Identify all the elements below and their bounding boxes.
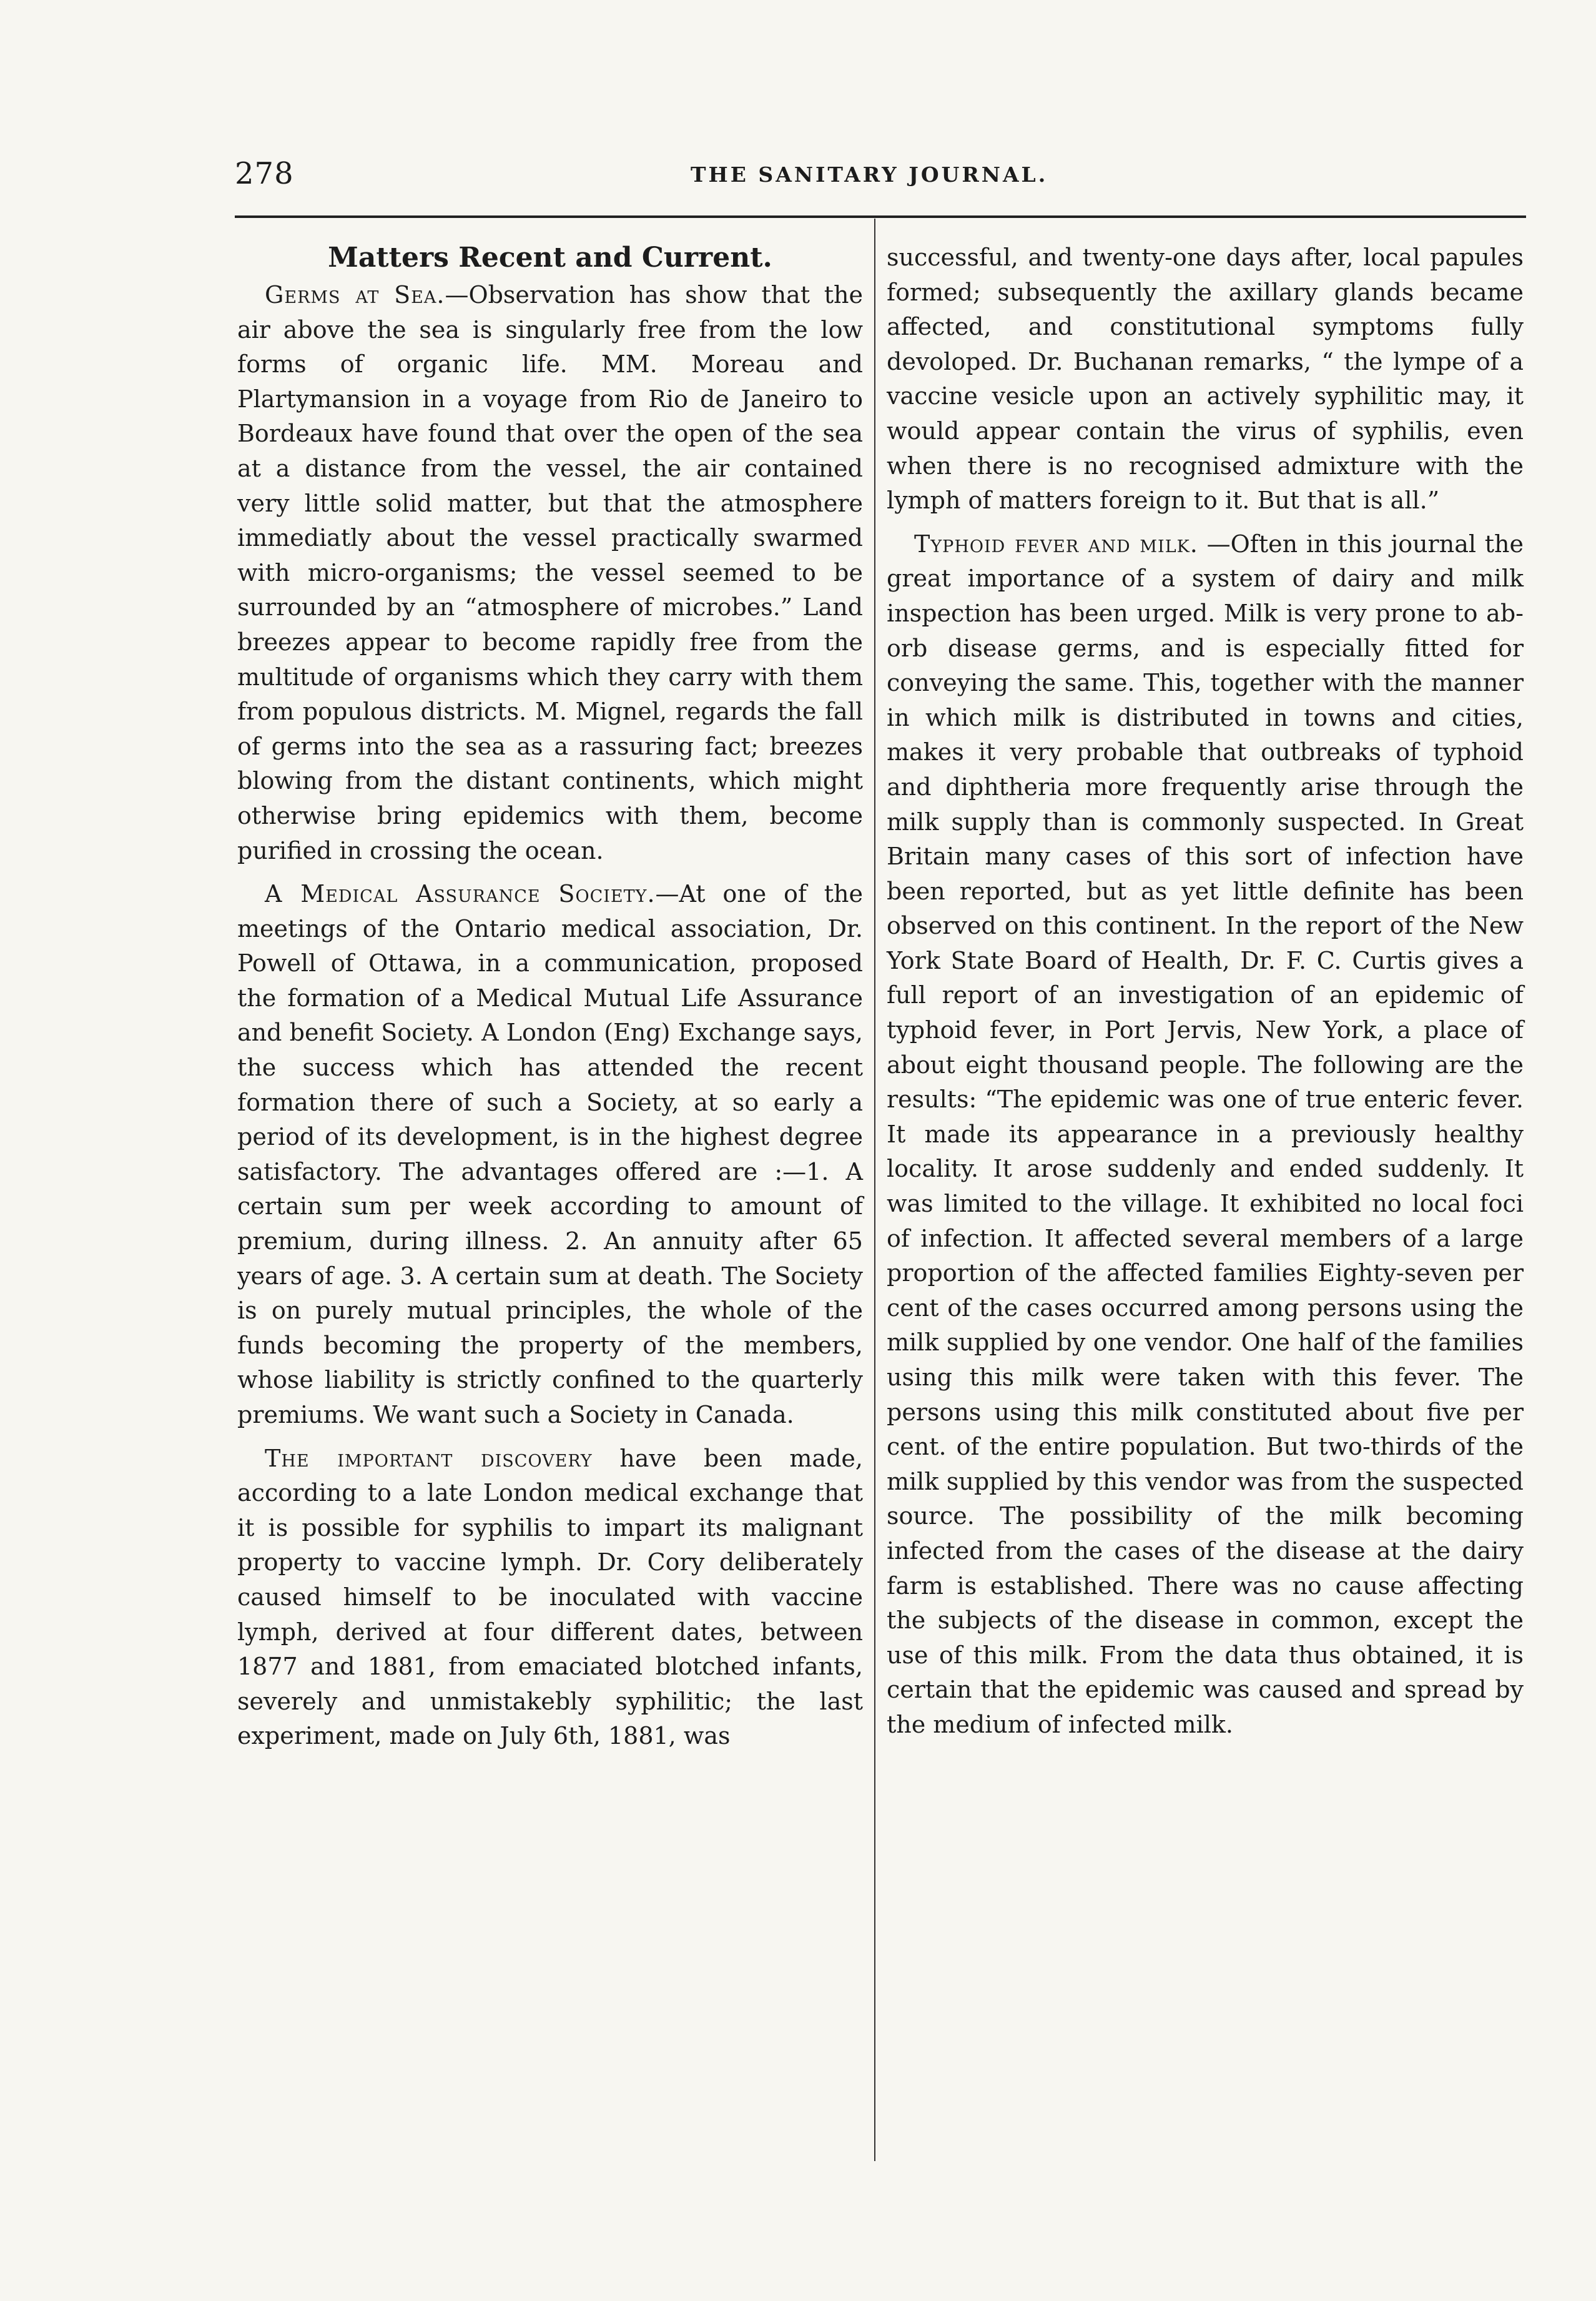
- article-medical-assurance-society: [237, 877, 863, 1433]
- left-column: [237, 240, 863, 1763]
- article-continuation: successful, and twenty-one days after, local papules formed; subsequently the axillary glands became affected, and constitutional symptoms fully devoloped. Dr. Buchanan remarks, “ the lympe of a vaccine vesicle upon an actively syphilitic may, it would appear contain the virus of syphilis, even when there is no recognised admixture with the lymph of matters foreign to it. But that is all.”: [887, 244, 1524, 515]
- column-divider: [874, 219, 875, 2161]
- article-germs-at-sea: [237, 278, 863, 868]
- section-title: Matters Recent and Current.: [328, 242, 772, 274]
- article-typhoid-fever-and-milk: [887, 527, 1524, 1743]
- article-text: —Often in this journal the great importance of a system of dairy and milk inspection has been urged. Milk is very prone to ab-orb disease germs, and is especially fitted for conveying the same. This, together with the manner in which milk is distributed in towns and cities, makes it very probable that outbreaks of typhoid and diphtheria more frequently arise through the milk supply than is commonly suspected. In Great Britain many cases of this sort of infection have been reported, but as yet little definite has been observed on this continent. In the report of the New York State Board of Health, Dr. F. C. Curtis gives a full report of an investigation of an epidemic of typhoid fever, in Port Jervis, New York, a place of about eight thousand people. The following are the results: “The epidemic was one of true enteric fever. It made its appearance in a previously healthy locality. It arose suddenly and ended suddenly. It was limited to the village. It exhibited no local foci of infection. It affected several members of a large proportion of the affected families Eighty-seven per cent of the cases occurred among persons using the milk supplied by one vendor. One half of the families using this milk were taken with this fever. The persons using this milk constituted about five per cent. of the entire population. But two-thirds of the milk supplied by this vendor was from the suspected source. The possibility of the milk becoming infected from the cases of the disease at the dairy farm is established. There was no cause affecting the subjects of the disease in common, except the use of this milk. From the data thus obtained, it is certain that the epidemic was caused and spread by the medium of infected milk.: [887, 530, 1524, 1738]
- article-lead: A Medical Assurance Society.: [265, 880, 656, 908]
- page-header: [235, 156, 1527, 206]
- article-lead: Typhoid fever and milk.: [914, 530, 1198, 558]
- article-lead: Germs at Sea.: [265, 281, 445, 309]
- page-number: 278: [235, 156, 294, 191]
- article-text: —At one of the meetings of the Ontario medical association, Dr. Powell of Ottawa, in a communication, proposed the formation of a Medical Mutual Life Assurance and benefit Society. A London (Eng) Exchange says, the success which has attended the recent formation there of such a Society, at so early a period of its development, is in the highest degree satisfactory. The advantages offered are :—1. A certain sum per week according to amount of premium, during illness. 2. An annuity after 65 years of age. 3. A certain sum at death. The Society is on purely mutual principles, the whole of the funds becoming the property of the members, whose liability is strictly confined to the quarterly premiums. We want such a Society in Canada.: [237, 880, 863, 1428]
- article-text: —Observation has show that the air above the sea is singularly free from the low forms of organic life. MM. Moreau and Plartymansion in a voyage from Rio de Janeiro to Bordeaux have found that over the open of the sea at a distance from the vessel, the air contained very little solid matter, but that the atmosphere immediatly about the vessel practically swarmed with micro-organisms; the vessel seemed to be surrounded by an “atmosphere of microbes.” Land breezes appear to become rapidly free from the multitude of organisms which they carry with them from populous districts. M. Mignel, regards the fall of germs into the sea as a rassuring fact; breezes blowing from the distant continents, which might otherwise bring epidemics with them, become purified in crossing the ocean.: [237, 281, 864, 864]
- header-rule: [235, 215, 1526, 218]
- article-text: have been made, according to a late London medical exchange that it is possible for syphilis to impart its malignant property to vaccine lymph. Dr. Cory deliberately caused himself to be inoculated with vaccine lymph, derived at four different dates, between 1877 and 1881, from emaciated blotched infants, severely and unmistakebly syphilitic; the last experiment, made on July 6th, 1881, was: [237, 1444, 863, 1750]
- running-title: THE SANITARY JOURNAL.: [691, 162, 1048, 187]
- right-column: [887, 240, 1524, 1751]
- article-important-discovery: [237, 1442, 863, 1754]
- article-lead: The important discovery: [265, 1444, 593, 1472]
